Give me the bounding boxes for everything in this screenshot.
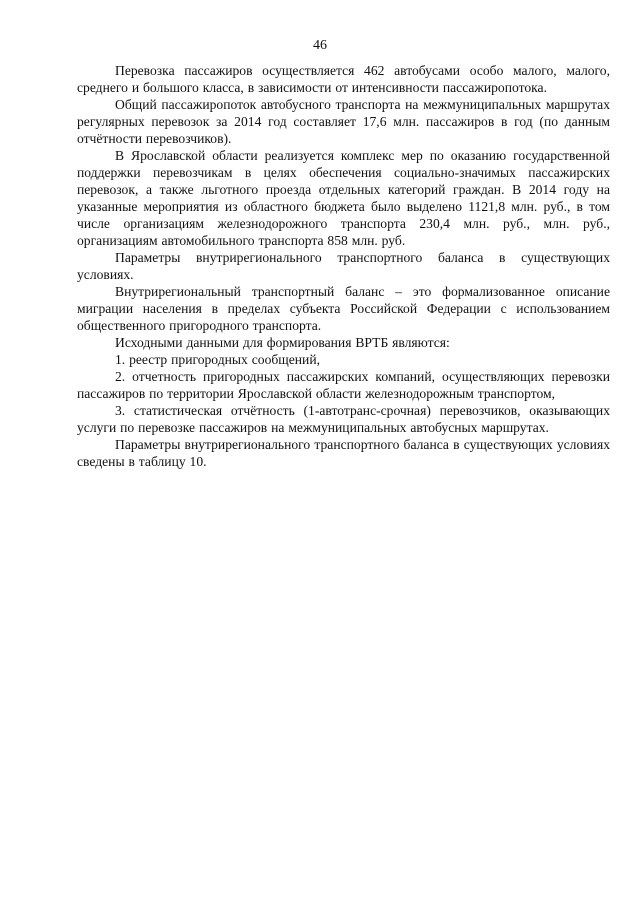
paragraph-table-reference: Параметры внутрирегионального транспортного баланса в существующих условиях сведены в таблицу 10.: [77, 437, 610, 469]
body-text: [77, 62, 610, 470]
paragraph-balance-definition: Внутрирегиональный транспортный баланс – это формализованное описание миграции населения в пределах субъекта Российской Федерации с использованием общественного пригородного транспорта.: [77, 284, 610, 333]
list-item-3: 3. статистическая отчётность (1-автотранс-срочная) перевозчиков, оказывающих услуги по перевозке пассажиров на межмуниципальных автобусных маршрутах.: [77, 403, 610, 435]
paragraph-bus-fleet: Перевозка пассажиров осуществляется 462 автобусами особо малого, малого, среднего и большого класса, в зависимости от интенсивности пассажиропотока.: [77, 63, 610, 95]
list-item-1: 1. реестр пригородных сообщений,: [115, 352, 321, 367]
list-item-2: 2. отчетность пригородных пассажирских компаний, осуществляющих перевозки пассажиров по территории Ярославской области железнодорожным транспортом,: [77, 369, 610, 401]
paragraph-passenger-flow: Общий пассажиропоток автобусного транспорта на межмуниципальных маршрутах регулярных перевозок за 2014 год составляет 17,6 млн. пассажиров в год (по данным отчётности перевозчиков).: [77, 97, 610, 146]
paragraph-source-data-intro: Исходными данными для формирования ВРТБ являются:: [115, 335, 450, 350]
paragraph-state-support: В Ярославской области реализуется комплекс мер по оказанию государственной поддержки перевозчикам в целях обеспечения социально-значимых пассажирских перевозок, а также льготного проезда отдельных категорий граждан. В 2014 году на указанные мероприятия из областного бюджета было выделено 1121,8 млн. руб., в том числе организациям железнодорожного транспорта 230,4 млн. руб., млн. руб., организациям автомобильного транспорта 858 млн. руб.: [77, 148, 610, 248]
paragraph-balance-parameters-heading: Параметры внутрирегионального транспортного баланса в существующих условиях.: [77, 250, 610, 282]
page-number: 46: [313, 38, 327, 53]
